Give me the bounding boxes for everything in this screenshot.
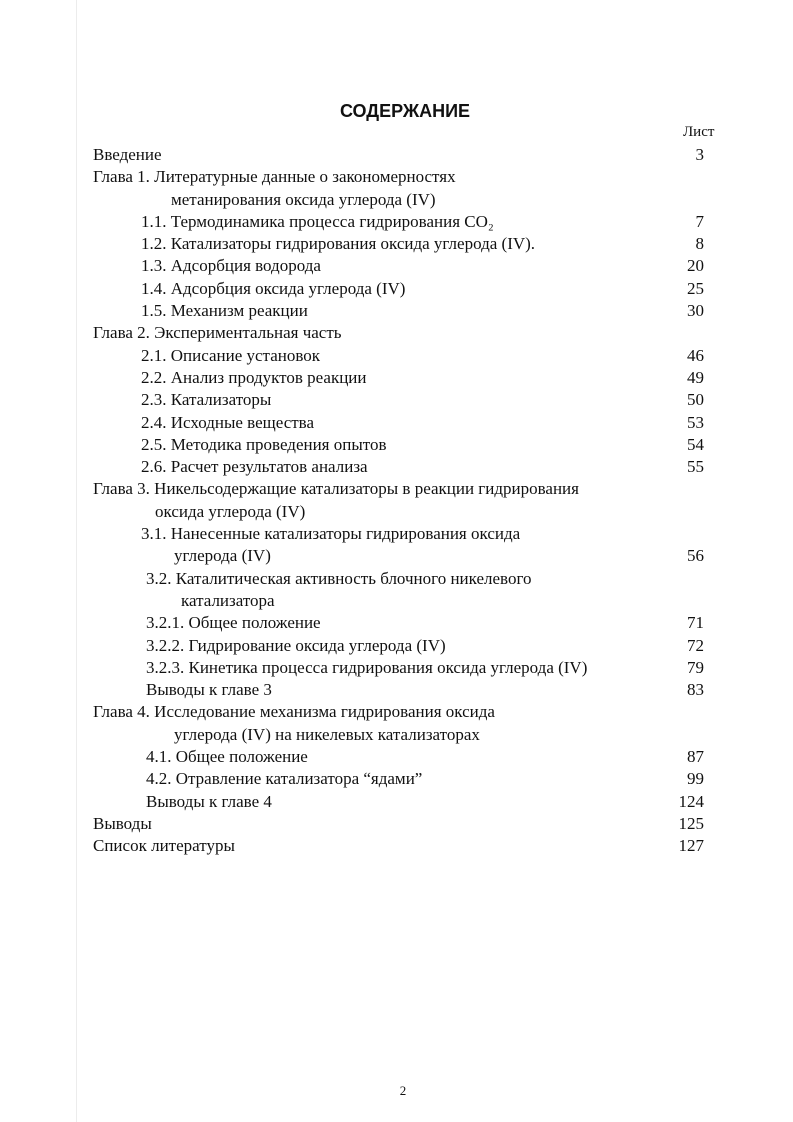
toc-entry-text: 2.2. Анализ продуктов реакции — [141, 367, 367, 387]
toc-entry-2-6 — [0, 456, 793, 478]
toc-page-number: 49 — [687, 367, 704, 387]
toc-entry-1-2 — [0, 233, 793, 255]
toc-entry-text: 4.2. Отравление катализатора “ядами” — [146, 769, 423, 789]
toc-entry-text: 3.1. Нанесенные катализаторы гидрирования оксида — [141, 524, 521, 544]
toc-entry-text: Выводы к главе 3 — [146, 680, 272, 700]
toc-entry-text: Список литературы — [93, 836, 235, 856]
page-number: 2 — [399, 1083, 407, 1098]
toc-entry-references — [0, 835, 793, 857]
toc-entry-text: 3.2.3. Кинетика процесса гидрирования оксида углерода (IV) — [146, 657, 588, 677]
toc-chapter-3-cont — [0, 501, 793, 523]
toc-entry-2-3 — [0, 389, 793, 411]
toc-page-number: 127 — [678, 836, 704, 856]
toc-entry-3-2 — [0, 568, 793, 590]
toc-entry-text: 3.2.1. Общее положение — [146, 613, 321, 633]
toc-entry-text: 1.2. Катализаторы гидрирования оксида углерода (IV). — [141, 234, 536, 254]
toc-entry-3-2-2 — [0, 635, 793, 657]
toc-page-number: 20 — [687, 256, 704, 276]
toc-entry-4-2 — [0, 768, 793, 790]
toc-page-number: 125 — [678, 813, 704, 833]
table-of-contents — [0, 144, 793, 858]
toc-entry-conclusions-4 — [0, 791, 793, 813]
toc-entry-text: 2.5. Методика проведения опытов — [141, 434, 387, 454]
toc-entry-text: Глава 3. Никельсодержащие катализаторы в реакции гидрирования — [93, 479, 579, 499]
toc-entry-1-1 — [0, 211, 793, 233]
toc-entry-conclusions — [0, 813, 793, 835]
toc-entry-text: катализатора — [181, 590, 275, 610]
toc-entry-2-5 — [0, 434, 793, 456]
toc-entry-text: 1.3. Адсорбция водорода — [141, 256, 321, 276]
toc-page-number: 99 — [687, 769, 704, 789]
toc-entry-text: углерода (IV) на никелевых катализаторах — [174, 724, 480, 744]
toc-chapter-3 — [0, 478, 793, 500]
toc-entry-text: Выводы — [93, 813, 152, 833]
toc-page-number: 46 — [687, 345, 704, 365]
toc-chapter-1-cont — [0, 189, 793, 211]
toc-page-number: 30 — [687, 301, 704, 321]
toc-entry-4-1 — [0, 746, 793, 768]
toc-page-number: 55 — [687, 457, 704, 477]
toc-chapter-2 — [0, 322, 793, 344]
toc-entry-intro — [0, 144, 793, 166]
toc-page-number: 83 — [687, 680, 704, 700]
toc-page-number: 8 — [695, 234, 704, 254]
toc-chapter-4-cont — [0, 724, 793, 746]
toc-entry-1-3 — [0, 255, 793, 277]
toc-page-number: 54 — [687, 434, 704, 454]
toc-entry-text: Глава 1. Литературные данные о закономерностях — [93, 167, 456, 187]
toc-entry-3-2-1 — [0, 612, 793, 634]
toc-entry-text: 2.1. Описание установок — [141, 345, 321, 365]
toc-entry-text: 4.1. Общее положение — [146, 747, 308, 767]
toc-entry-3-2-cont — [0, 590, 793, 612]
toc-entry-text: 2.3. Катализаторы — [141, 390, 272, 410]
toc-page-number: 79 — [687, 657, 704, 677]
toc-entry-2-1 — [0, 345, 793, 367]
toc-entry-2-4 — [0, 412, 793, 434]
toc-page-number: 124 — [678, 791, 704, 811]
toc-entry-text: метанирования оксида углерода (IV) — [171, 189, 436, 209]
toc-entry-text: 1.5. Механизм реакции — [141, 301, 308, 321]
toc-page-number: 3 — [695, 145, 704, 164]
toc-chapter-4 — [0, 701, 793, 723]
page-column-header: Лист — [683, 124, 715, 140]
toc-entry-3-1-cont — [0, 545, 793, 567]
toc-entry-1-5 — [0, 300, 793, 322]
toc-entry-text: 2.4. Исходные вещества — [141, 412, 315, 432]
toc-entry-3-1 — [0, 523, 793, 545]
toc-entry-text: 3.2. Каталитическая активность блочного никелевого — [146, 568, 532, 588]
page-title: СОДЕРЖАНИЕ — [339, 101, 471, 121]
toc-entry-text: 1.1. Термодинамика процесса гидрирования CO₂ — [141, 211, 494, 231]
toc-chapter-1 — [0, 166, 793, 188]
toc-page-number: 56 — [687, 546, 704, 566]
toc-page-number: 87 — [687, 747, 704, 767]
toc-entry-text: 1.4. Адсорбция оксида углерода (IV) — [141, 278, 406, 298]
toc-entry-2-2 — [0, 367, 793, 389]
toc-entry-text: углерода (IV) — [174, 546, 271, 566]
toc-page-number: 53 — [687, 412, 704, 432]
toc-entry-3-2-3 — [0, 657, 793, 679]
toc-entry-1-4 — [0, 278, 793, 300]
toc-entry-text: Глава 4. Исследование механизма гидрирования оксида — [93, 702, 495, 722]
toc-entry-conclusions-3 — [0, 679, 793, 701]
toc-page-number: 7 — [695, 211, 704, 231]
toc-entry-text: 3.2.2. Гидрирование оксида углерода (IV) — [146, 635, 446, 655]
toc-entry-text: Выводы к главе 4 — [146, 791, 272, 811]
toc-entry-text: Введение — [93, 145, 162, 164]
toc-page-number: 71 — [687, 613, 704, 633]
toc-entry-text: оксида углерода (IV) — [155, 501, 306, 521]
toc-entry-text: Глава 2. Экспериментальная часть — [93, 323, 342, 343]
toc-entry-text: 2.6. Расчет результатов анализа — [141, 457, 368, 477]
toc-page-number: 50 — [687, 390, 704, 410]
toc-page-number: 72 — [687, 635, 704, 655]
toc-page-number: 25 — [687, 278, 704, 298]
